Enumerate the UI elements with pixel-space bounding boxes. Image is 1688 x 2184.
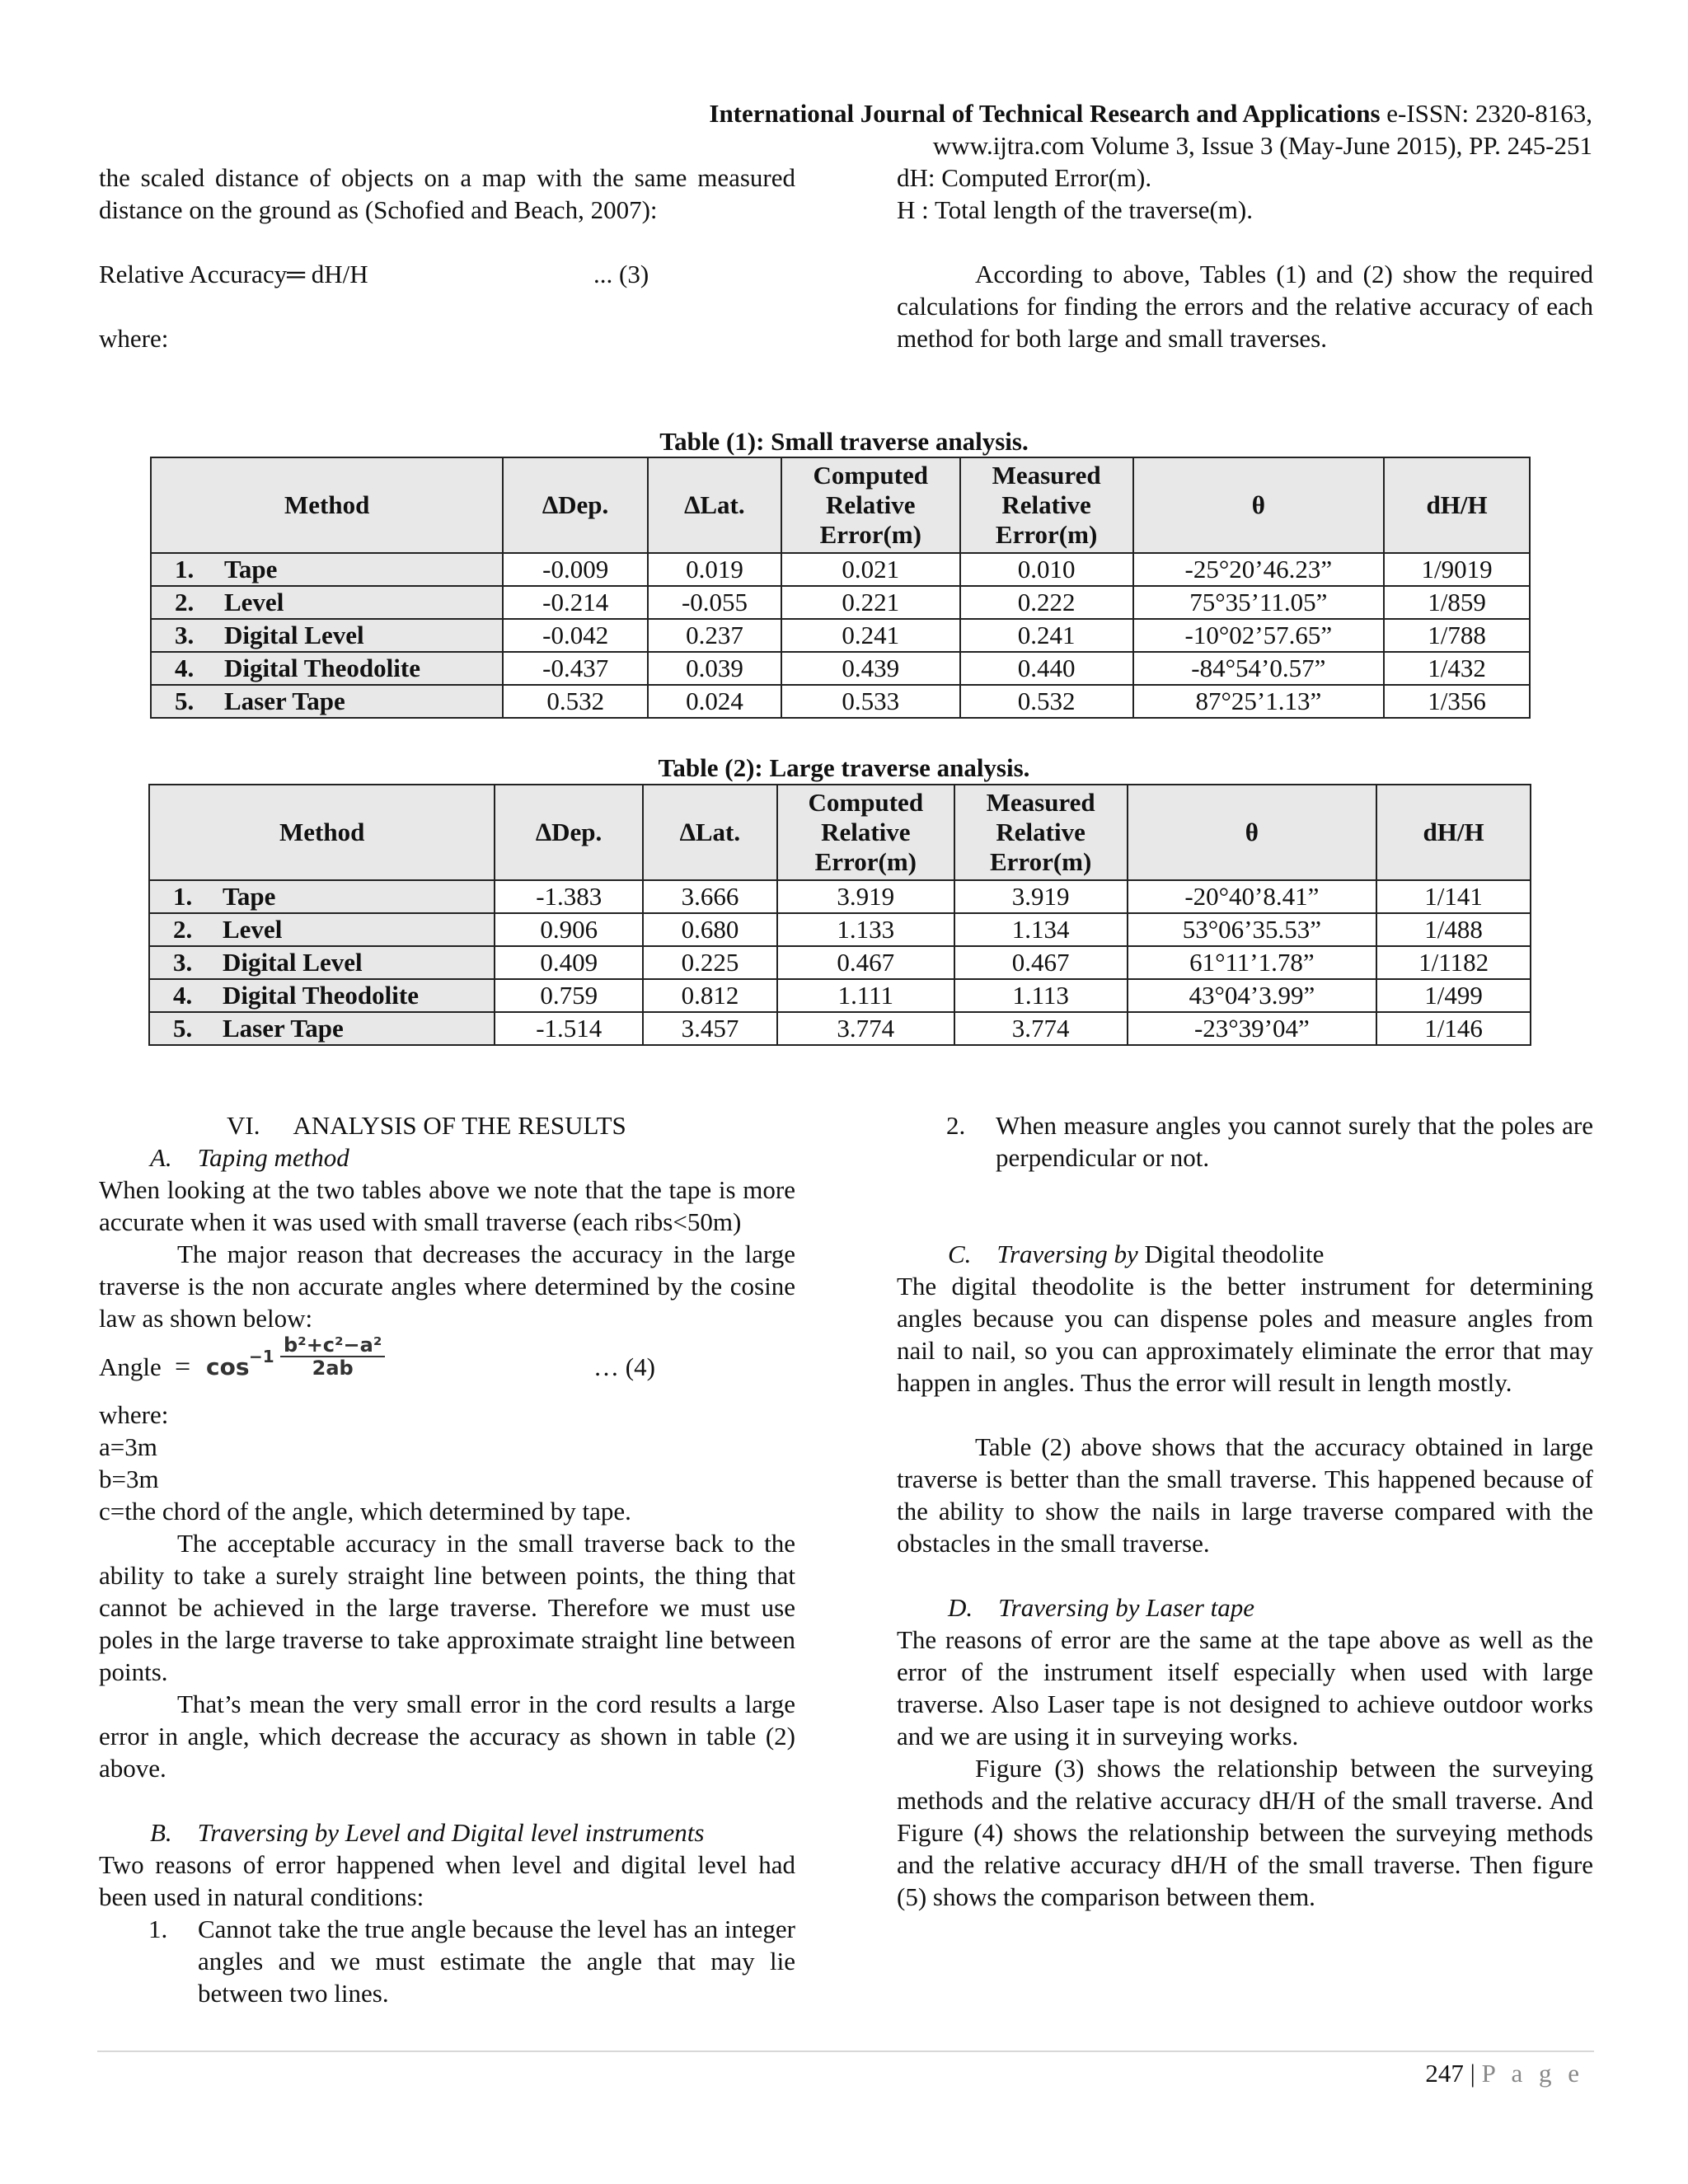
table-row	[151, 619, 1530, 652]
paragraph: Two reasons of error happened when level and digital level had been used in natural conditions:	[99, 1850, 795, 1911]
dh-h-cell: 1/432	[1384, 652, 1530, 685]
lat-cell: 0.225	[643, 946, 777, 979]
subsection-heading: D. Traversing by Laser tape	[948, 1593, 1254, 1622]
column-header: Method	[149, 785, 495, 880]
dep-cell: 0.906	[495, 913, 643, 946]
method-cell: 5. Laser Tape	[151, 685, 503, 718]
dep-cell: -1.383	[495, 880, 643, 913]
paragraph: Table (2) above shows that the accuracy obtained in large traverse is better than the small traverse. This happened because of the ability to show the nails in large traverse compared with the obstacles in the small traverse.	[897, 1432, 1593, 1558]
dep-cell: -0.042	[503, 619, 648, 652]
column-header: Measured Relative Error(m)	[954, 785, 1128, 880]
subsection-heading: B. Traversing by Level and Digital level instruments	[150, 1818, 705, 1847]
dh-h-cell: 1/488	[1376, 913, 1531, 946]
method-cell: 4. Digital Theodolite	[149, 979, 495, 1012]
lat-cell: -0.055	[648, 586, 781, 619]
journal-volume: www.ijtra.com Volume 3, Issue 3 (May-June 2015), PP. 245-251	[932, 131, 1592, 160]
method-cell: 1. Tape	[151, 553, 503, 586]
measured-error-cell: 0.241	[960, 619, 1133, 652]
measured-error-cell: 0.532	[960, 685, 1133, 718]
lat-cell: 3.457	[643, 1012, 777, 1045]
method-cell: 4. Digital Theodolite	[151, 652, 503, 685]
theta-cell: -23°39’04”	[1128, 1012, 1377, 1045]
computed-error-cell: 1.111	[777, 979, 954, 1012]
column-header: θ	[1133, 457, 1385, 553]
cos-exponent: −1	[249, 1347, 274, 1366]
theta-cell: -84°54’0.57”	[1133, 652, 1385, 685]
measured-error-cell: 0.222	[960, 586, 1133, 619]
paragraph: The digital theodolite is the better instrument for determining angles because you can dispense poles and measure angles from nail to nail, so you can approximately eliminate the error that may happen in angles. Thus the error will result in length mostly.	[897, 1272, 1593, 1397]
top-right-column	[897, 162, 1593, 354]
dep-cell: -0.214	[503, 586, 648, 619]
table-1	[150, 457, 1531, 719]
subsection-heading: A. Taping method	[150, 1143, 349, 1172]
equation-4	[99, 1334, 795, 1399]
table-row	[151, 553, 1530, 586]
table-row	[149, 946, 1531, 979]
dep-cell: 0.532	[503, 685, 648, 718]
paragraph: The reasons of error are the same at the tape above as well as the error of the instrument itself especially when used with large traverse. Also Laser tape is not designed to achieve outdoor works and we are using it in surveying works.	[897, 1625, 1593, 1750]
table-2-title: Table (2): Large traverse analysis.	[658, 753, 1030, 782]
method-cell: 5. Laser Tape	[149, 1012, 495, 1045]
dep-cell: -1.514	[495, 1012, 643, 1045]
dep-cell: 0.409	[495, 946, 643, 979]
computed-error-cell: 1.133	[777, 913, 954, 946]
lat-cell: 3.666	[643, 880, 777, 913]
theta-cell: 53°06’35.53”	[1128, 913, 1377, 946]
measured-error-cell: 3.919	[954, 880, 1128, 913]
measured-error-cell: 1.134	[954, 913, 1128, 946]
list-text: When measure angles you cannot surely that the poles are perpendicular or not.	[996, 1111, 1593, 1172]
list-number: 1.	[148, 1915, 168, 1943]
list-item	[897, 1109, 1593, 1174]
paragraph: The acceptable accuracy in the small traverse back to the ability to take a surely straight line between points, the thing that cannot be achieved in the large traverse. Therefore we must use poles in the large traverse to take approximate straight line between points.	[99, 1529, 795, 1686]
column-header: dH/H	[1376, 785, 1531, 880]
paragraph: The major reason that decreases the accuracy in the large traverse is the non accurate angles where determined by the cosine law as shown below:	[99, 1240, 795, 1333]
section-title: ANALYSIS OF THE RESULTS	[293, 1111, 626, 1140]
bottom-right-column	[897, 1109, 1593, 1913]
list-number: 2.	[946, 1111, 966, 1140]
table-row	[151, 652, 1530, 685]
dep-cell: -0.437	[503, 652, 648, 685]
equation-label: Angle	[99, 1352, 162, 1381]
column-header: ∆Dep.	[503, 457, 648, 553]
column-header: Computed Relative Error(m)	[781, 457, 960, 553]
variable-c: c=the chord of the angle, which determined by tape.	[99, 1497, 631, 1526]
page-number-value: 247	[1425, 2059, 1464, 2088]
method-cell: 2. Level	[149, 913, 495, 946]
section-heading	[99, 1109, 795, 1141]
method-cell: 1. Tape	[149, 880, 495, 913]
column-header: Computed Relative Error(m)	[777, 785, 954, 880]
table-2	[148, 784, 1531, 1046]
variable-a: a=3m	[99, 1432, 157, 1461]
measured-error-cell: 0.010	[960, 553, 1133, 586]
computed-error-cell: 0.241	[781, 619, 960, 652]
table-row	[149, 913, 1531, 946]
page-label: P a g e	[1481, 2059, 1584, 2088]
measured-error-cell: 3.774	[954, 1012, 1128, 1045]
theta-cell: 75°35’11.05”	[1133, 586, 1385, 619]
column-header: Measured Relative Error(m)	[960, 457, 1133, 553]
dh-h-cell: 1/499	[1376, 979, 1531, 1012]
variable-b: b=3m	[99, 1465, 159, 1493]
table-row	[149, 880, 1531, 913]
lat-cell: 0.039	[648, 652, 781, 685]
column-header: ∆Lat.	[643, 785, 777, 880]
theta-cell: 61°11’1.78”	[1128, 946, 1377, 979]
dh-h-cell: 1/788	[1384, 619, 1530, 652]
table-row	[149, 979, 1531, 1012]
dh-h-cell: 1/1182	[1376, 946, 1531, 979]
computed-error-cell: 0.533	[781, 685, 960, 718]
measured-error-cell: 0.467	[954, 946, 1128, 979]
definition-h: H : Total length of the traverse(m).	[897, 195, 1253, 224]
fraction-numerator: b²+c²−a²	[280, 1334, 385, 1357]
lat-cell: 0.237	[648, 619, 781, 652]
bottom-left-column	[99, 1109, 795, 2009]
where-label: where:	[99, 1400, 169, 1429]
dh-h-cell: 1/859	[1384, 586, 1530, 619]
paragraph: When looking at the two tables above we note that the tape is more accurate when it was used with small traverse (each ribs<50m)	[99, 1175, 795, 1236]
measured-error-cell: 0.440	[960, 652, 1133, 685]
computed-error-cell: 0.021	[781, 553, 960, 586]
dh-h-cell: 1/146	[1376, 1012, 1531, 1045]
fraction	[280, 1334, 385, 1379]
list-text: Cannot take the true angle because the level has an integer angles and we must estimate the angle that may lie between two lines.	[198, 1915, 795, 2008]
column-header: Method	[151, 457, 503, 553]
table-row	[149, 1012, 1531, 1045]
equation-number: ... (3)	[593, 260, 649, 288]
list-item	[99, 1913, 795, 2009]
theta-cell: -25°20’46.23”	[1133, 553, 1385, 586]
section-number: VI.	[227, 1111, 260, 1140]
dep-cell: -0.009	[503, 553, 648, 586]
column-header: ∆Lat.	[648, 457, 781, 553]
lat-cell: 0.680	[643, 913, 777, 946]
method-cell: 3. Digital Level	[151, 619, 503, 652]
journal-name: International Journal of Technical Research and Applications	[709, 99, 1381, 128]
theta-cell: -10°02’57.65”	[1133, 619, 1385, 652]
table-row	[151, 586, 1530, 619]
top-left-column	[99, 162, 795, 354]
column-header: dH/H	[1384, 457, 1530, 553]
equation-text: Relative Accuracy═ dH/H	[99, 260, 368, 288]
journal-issn: e-ISSN: 2320-8163,	[1380, 99, 1592, 128]
column-header: ∆Dep.	[495, 785, 643, 880]
table-row	[151, 685, 1530, 718]
equation-number: … (4)	[593, 1352, 655, 1381]
equals-sign: =	[175, 1352, 191, 1382]
subsection-heading: C. Traversing by Digital theodolite	[948, 1240, 1325, 1268]
computed-error-cell: 0.439	[781, 652, 960, 685]
paragraph: Figure (3) shows the relationship between the surveying methods and the relative accuracy dH/H of the small traverse. And Figure (4) shows the relationship between the surveying methods and the relative accuracy dH/H of the small traverse. Then figure (5) shows the comparison between them.	[897, 1754, 1593, 1911]
lat-cell: 0.812	[643, 979, 777, 1012]
theta-cell: 43°04’3.99”	[1128, 979, 1377, 1012]
dh-h-cell: 1/356	[1384, 685, 1530, 718]
paragraph: According to above, Tables (1) and (2) show the required calculations for finding the errors and the relative accuracy of each method for both large and small traverses.	[897, 260, 1593, 353]
where-label: where:	[99, 324, 169, 353]
dep-cell: 0.759	[495, 979, 643, 1012]
page-number	[1425, 2057, 1584, 2089]
computed-error-cell: 0.467	[777, 946, 954, 979]
dh-h-cell: 1/9019	[1384, 553, 1530, 586]
footer-divider	[97, 2050, 1594, 2052]
paragraph: the scaled distance of objects on a map with the same measured distance on the ground as (Schofied and Beach, 2007):	[99, 163, 795, 224]
method-cell: 2. Level	[151, 586, 503, 619]
fraction-denominator: 2ab	[312, 1357, 354, 1380]
theta-cell: -20°40’8.41”	[1128, 880, 1377, 913]
definition-dh: dH: Computed Error(m).	[897, 163, 1152, 192]
cos-function: cos	[206, 1353, 250, 1380]
paragraph: That’s mean the very small error in the cord results a large error in angle, which decrease the accuracy as shown in table (2) above.	[99, 1690, 795, 1783]
measured-error-cell: 1.113	[954, 979, 1128, 1012]
lat-cell: 0.024	[648, 685, 781, 718]
column-header: θ	[1128, 785, 1377, 880]
theta-cell: 87°25’1.13”	[1133, 685, 1385, 718]
computed-error-cell: 3.919	[777, 880, 954, 913]
equation-3	[99, 258, 795, 290]
computed-error-cell: 0.221	[781, 586, 960, 619]
page-separator: |	[1463, 2059, 1482, 2088]
method-cell: 3. Digital Level	[149, 946, 495, 979]
lat-cell: 0.019	[648, 553, 781, 586]
dh-h-cell: 1/141	[1376, 880, 1531, 913]
running-header	[438, 97, 1592, 162]
computed-error-cell: 3.774	[777, 1012, 954, 1045]
table-1-title: Table (1): Small traverse analysis.	[659, 427, 1029, 456]
